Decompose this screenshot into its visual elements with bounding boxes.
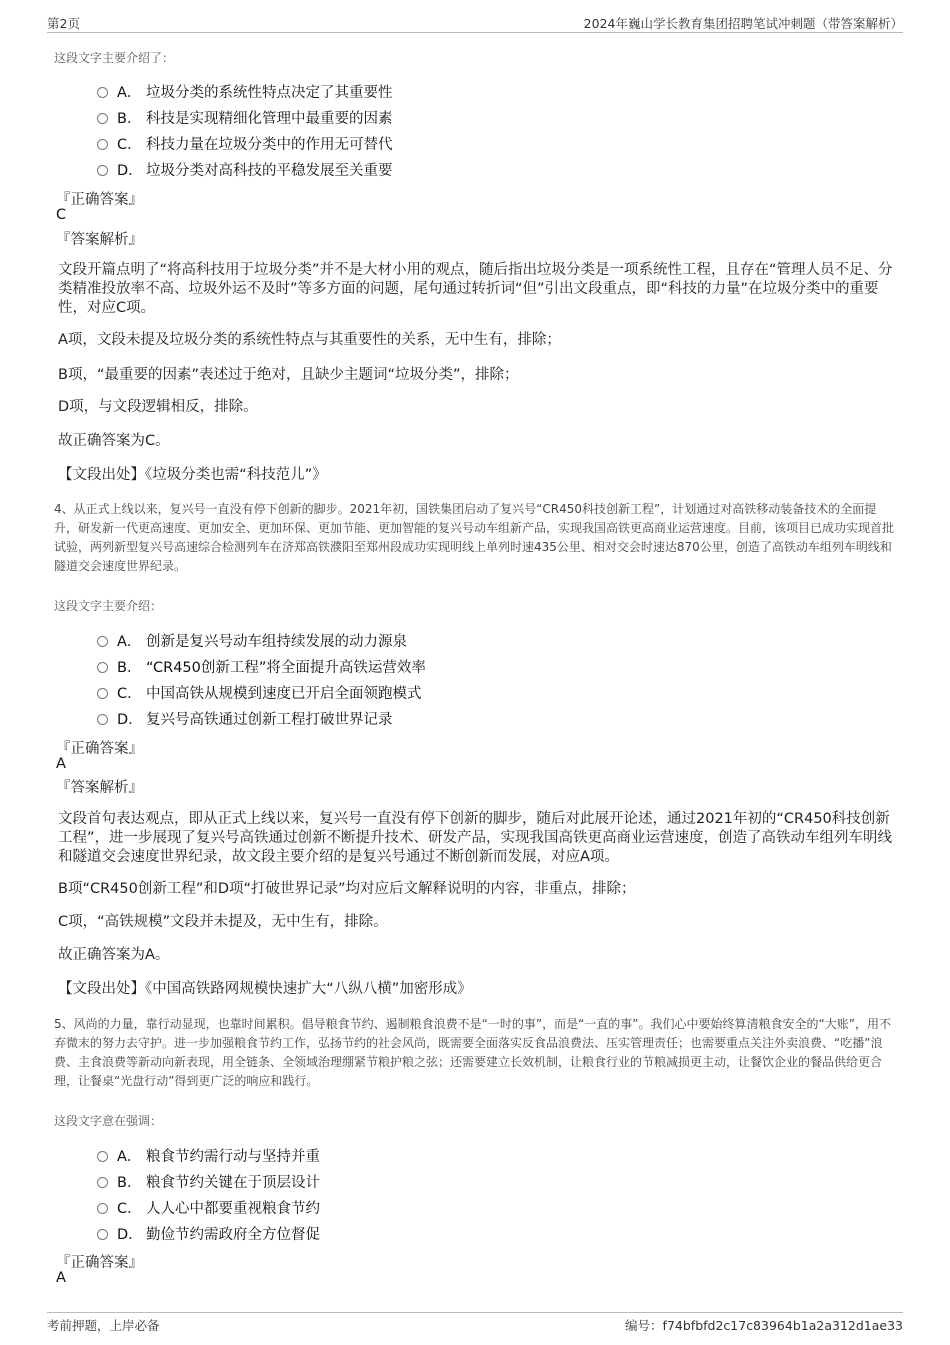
radio-icon[interactable] [97, 636, 108, 647]
q4-analysis-bd: B项“CR450创新工程”和D项“打破世界记录”均对应后文解释说明的内容，非重点，排除； [58, 881, 636, 897]
q3-prompt: 这段文字主要介绍了： [54, 51, 175, 65]
q5-option-b[interactable]: B． 粮食节约关键在于顶层设计 [97, 1171, 320, 1192]
radio-icon[interactable] [97, 1229, 108, 1240]
radio-icon[interactable] [97, 662, 108, 673]
footer-slogan: 考前押题，上岸必备 [47, 1318, 160, 1333]
page-header [47, 12, 903, 33]
document-title: 2024年巍山学长教育集团招聘笔试冲刺题（带答案解析） [583, 16, 903, 31]
q4-answer: A [56, 756, 66, 772]
q4-option-a[interactable]: A． 创新是复兴号动车组持续发展的动力源泉 [97, 630, 407, 651]
q4-option-d[interactable]: D． 复兴号高铁通过创新工程打破世界记录 [97, 708, 393, 729]
q3-conclusion: 故正确答案为C。 [58, 433, 170, 449]
q4-option-b[interactable]: B． “CR450创新工程”将全面提升高铁运营效率 [97, 656, 426, 677]
radio-icon[interactable] [97, 87, 108, 98]
q3-analysis-b: B项，“最重要的因素”表述过于绝对，且缺少主题词“垃圾分类”，排除； [58, 367, 519, 383]
q5-stem: 5、风尚的力量，靠行动显现，也靠时间累积。倡导粮食节约、遏制粮食浪费不是“一时的事”，而是“一直的事”。我们心中要始终算清粮食安全的“大账”，用不弃微末的努力去守护。进一步加强粮食节约工作，弘扬节约的社会风尚，既需要全面落实反食品浪费法、压实管理责任；也需要重点关注外卖浪费、“吃播”浪费、主食浪费等新动向新表现，用全链条、全领域治理绷紧节粮护粮之弦；还需要建立长效机制，让粮食行业的节粮减损更主动，让餐饮企业的餐品供给更合理，让餐桌“光盘行动”得到更广泛的响应和践行。 [54, 1017, 891, 1088]
q5-option-d[interactable]: D． 勤俭节约需政府全方位督促 [97, 1223, 320, 1244]
radio-icon[interactable] [97, 1151, 108, 1162]
radio-icon[interactable] [97, 165, 108, 176]
radio-icon[interactable] [97, 688, 108, 699]
q3-option-d[interactable]: D． 垃圾分类对高科技的平稳发展至关重要 [97, 159, 393, 180]
q3-option-c[interactable]: C． 科技力量在垃圾分类中的作用无可替代 [97, 133, 393, 154]
q4-analysis-c: C项，“高铁规模”文段并未提及，无中生有，排除。 [58, 914, 388, 930]
q3-option-b[interactable]: B． 科技是实现精细化管理中最重要的因素 [97, 107, 393, 128]
document-code: 编号：f74bfbfd2c17c83964b1a2a312d1ae33 [625, 1318, 903, 1333]
q3-analysis-label: 『答案解析』 [56, 232, 143, 248]
q5-answer: A [56, 1270, 66, 1286]
q5-prompt: 这段文字意在强调： [54, 1114, 163, 1128]
page-number: 第2页 [47, 16, 80, 31]
q3-answer-label: 『正确答案』 [56, 192, 143, 208]
q3-analysis-d: D项，与文段逻辑相反，排除。 [58, 399, 258, 415]
q5-answer-label: 『正确答案』 [56, 1255, 143, 1271]
radio-icon[interactable] [97, 1203, 108, 1214]
radio-icon[interactable] [97, 139, 108, 150]
q4-stem: 4、从正式上线以来，复兴号一直没有停下创新的脚步。2021年初，国铁集团启动了复兴号“CR450科技创新工程”，计划通过对高铁移动装备技术的全面提升，研发新一代更高速度、更加安全、更加环保、更加节能、更加智能的复兴号动车组新产品，实现我国高铁更高商业运营速度。目前，该项目已成功实现首批试验，两列新型复兴号高速综合检测列车在济郑高铁濮阳至郑州段成功实现明线上单列时速435公里、相对交会时速达870公里，创造了高铁动车组列车明线和隧道交会速度世界纪录。 [54, 502, 895, 573]
q4-answer-label: 『正确答案』 [56, 741, 143, 757]
radio-icon[interactable] [97, 1177, 108, 1188]
radio-icon[interactable] [97, 714, 108, 725]
q3-analysis-main: 文段开篇点明了“将高科技用于垃圾分类”并不是大材小用的观点，随后指出垃圾分类是一项系统性工程，且存在“管理人员不足、分类精准投放率不高、垃圾外运不及时”等多方面的问题，尾句通过转折词“但”引出文段重点，即“科技的力量”在垃圾分类中的重要性，对应C项。 [58, 262, 893, 316]
q4-option-c[interactable]: C． 中国高铁从规模到速度已开启全面领跑模式 [97, 682, 422, 703]
q5-option-a[interactable]: A． 粮食节约需行动与坚持并重 [97, 1145, 320, 1166]
q3-option-a[interactable]: A． 垃圾分类的系统性特点决定了其重要性 [97, 81, 393, 102]
q3-source: 【文段出处】《垃圾分类也需“科技范儿”》 [58, 467, 327, 483]
q5-option-c[interactable]: C． 人人心中都要重视粮食节约 [97, 1197, 320, 1218]
page-footer [47, 1312, 903, 1337]
q4-conclusion: 故正确答案为A。 [58, 947, 170, 963]
q4-analysis-main: 文段首句表达观点，即从正式上线以来，复兴号一直没有停下创新的脚步，随后对此展开论述，通过2021年初的“CR450科技创新工程”，进一步展现了复兴号高铁通过创新不断提升技术、研发产品，实现我国高铁更高商业运营速度，创造了高铁动车组列车明线和隧道交会速度世界纪录，故文段主要介绍的是复兴号通过不断创新而发展，对应A项。 [58, 811, 893, 865]
q4-source: 【文段出处】《中国高铁路网规模快速扩大“八纵八横”加密形成》 [58, 981, 472, 997]
q4-prompt: 这段文字主要介绍： [54, 599, 163, 613]
q3-analysis-a: A项，文段未提及垃圾分类的系统性特点与其重要性的关系，无中生有，排除； [58, 332, 561, 348]
q3-answer: C [56, 207, 67, 223]
radio-icon[interactable] [97, 113, 108, 124]
q4-analysis-label: 『答案解析』 [56, 780, 143, 796]
